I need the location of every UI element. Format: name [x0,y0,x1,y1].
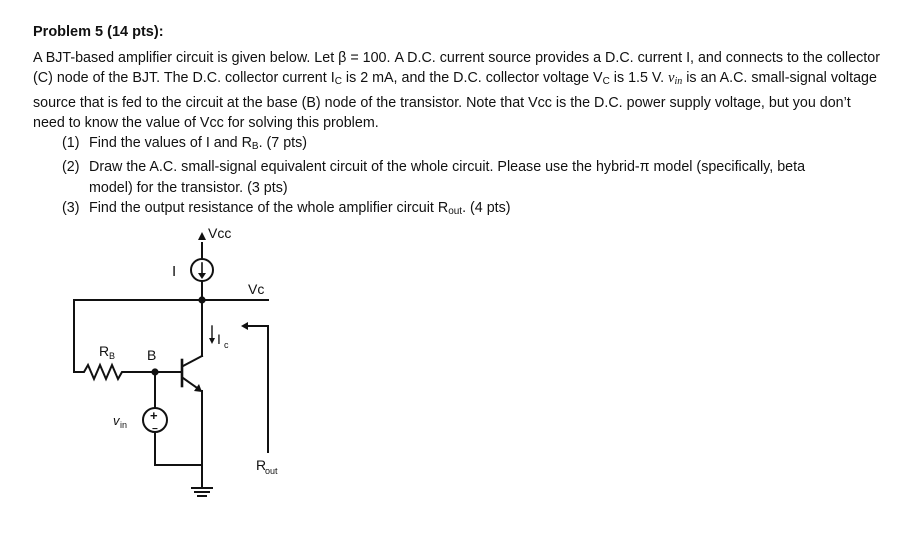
vin-minus-sign: − [152,424,158,435]
ic-arrow-head [209,338,215,344]
intro-part-4: is an A.C. small-signal voltage source that is fed to the circuit at the base (B) node of the transistor. Note that Vcc is the D.C. power supply voltage, but you don’t need to know the value of Vcc for solving this problem. [33,70,877,131]
intro-vin-symbol: v [668,70,675,87]
intro-part-3: is 1.5 V. [609,70,669,87]
question-text: Find the values of I and R [89,135,252,152]
intro-vc-subscript: C [602,76,610,88]
question-list [33,133,883,222]
base-node-dot [151,368,158,375]
question-item [33,133,883,157]
question-number: (2) [62,159,80,176]
intro-vin-subscript: in [674,76,683,88]
question-number: (3) [62,200,80,217]
question-item [33,157,883,198]
vin-label: v [113,413,120,428]
emitter-arrow-head [194,384,202,392]
intro-part-2: is 2 mA, and the D.C. collector voltage V [341,70,603,87]
vcc-arrow [198,232,206,240]
transistor-emitter-lead [183,378,200,390]
ic-label-subscript: c [224,340,229,350]
rb-label-subscript: B [109,351,116,361]
current-source-circle [191,259,213,281]
current-source-label: I [172,263,177,280]
vin-label-subscript: in [120,420,128,430]
question-text: Draw the A.C. small-signal equivalent circuit of the whole circuit. Please use the hybrid-π model (specifically, beta model) for the transistor. (3 pts) [89,159,806,196]
base-label: B [147,347,157,363]
question-text-end: . (4 pts) [462,200,511,217]
question-text-end: . (7 pts) [258,135,308,152]
question-subscript: B [251,141,259,153]
question-item [33,198,883,222]
question-subscript: out [448,206,463,218]
problem-intro [33,48,883,133]
current-source-arrow-head [198,273,206,279]
problem-title: Problem 5 (14 pts): [33,24,164,40]
collector-node-dot [198,296,205,303]
rb-label: R [99,343,110,359]
question-text: Find the output resistance of the whole amplifier circuit R [89,200,449,217]
intro-part-1: A BJT-based amplifier circuit is given below. Let β = 100. A D.C. current source provides a D.C. current I, and connects to the collector (C) node of the BJT. The D.C. collector current I [33,50,880,87]
transistor-collector-lead [183,356,202,366]
rb-resistor [74,365,155,379]
vcc-label: Vcc [208,225,232,241]
vin-source-circle [143,408,167,432]
vc-label: Vc [248,281,265,297]
question-number: (1) [62,135,80,152]
problem-statement [33,22,883,222]
rout-arrow-head [241,322,248,330]
intro-ic-subscript: C [334,76,342,88]
rout-label: R [256,457,267,473]
ic-label: I [217,331,221,347]
rout-label-subscript: out [265,466,278,476]
vin-plus-sign: + [150,408,158,423]
